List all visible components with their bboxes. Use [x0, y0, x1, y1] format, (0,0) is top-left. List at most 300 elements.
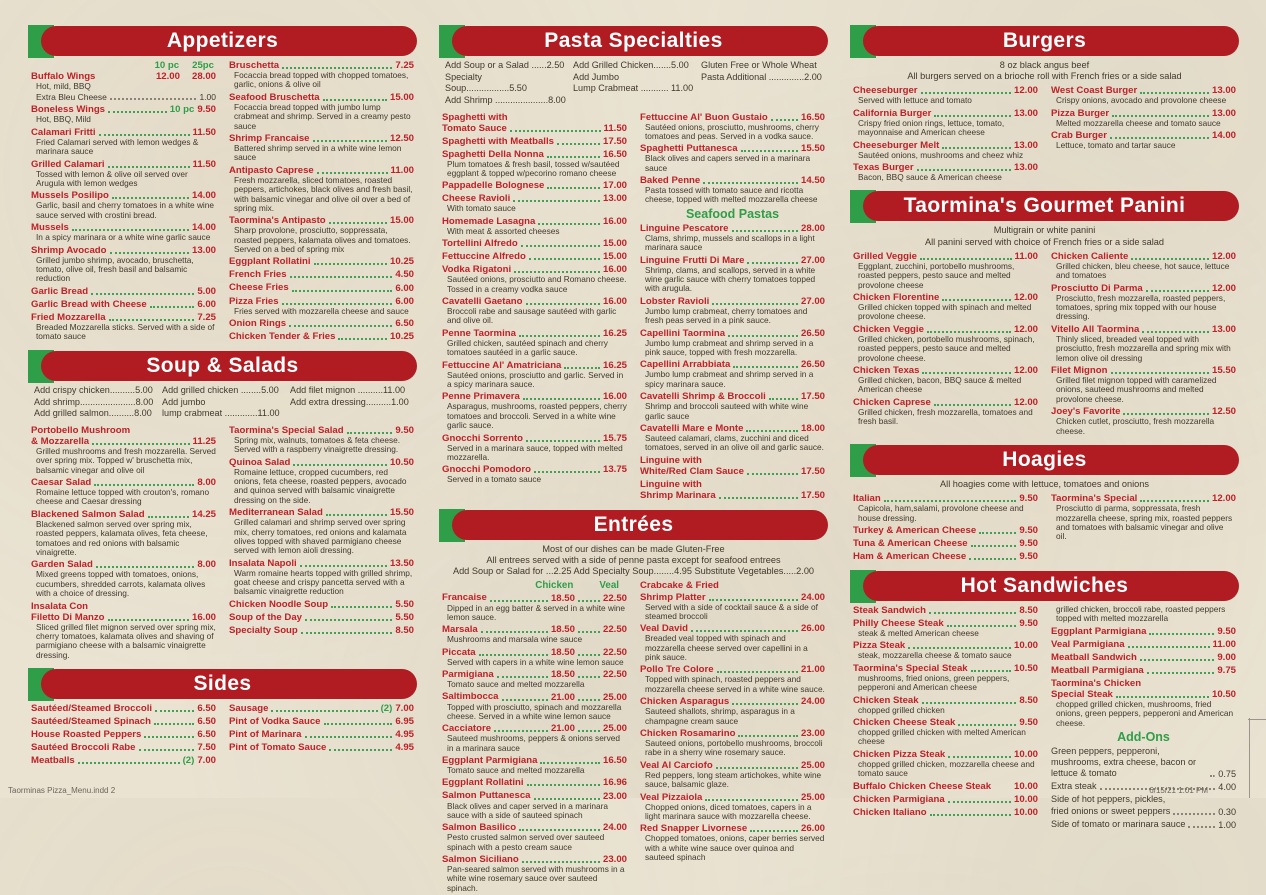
item-price: 10.25 — [389, 256, 414, 268]
item-price: 9.50 — [197, 104, 216, 116]
item-price: 16.00 — [602, 215, 627, 227]
section-title: Burgers — [1002, 29, 1087, 52]
menu-item-buffalo-chicken-cheese-steak — [853, 781, 1038, 792]
dotted-leader — [479, 654, 548, 656]
dotted-leader — [96, 566, 194, 568]
item-description: Sautéed onions, prosciutto, mushrooms, cherry tomatoes and peas. Served in a vodka sauce. — [645, 121, 819, 141]
dotted-leader — [293, 464, 387, 466]
item-row — [640, 823, 825, 834]
addon-line: Add grilled chicken ........5.00 — [162, 384, 279, 395]
menu-item-salmon-puttanesca — [442, 790, 627, 820]
menu-item-onion-rings — [229, 318, 414, 329]
quantity-label: (2) — [182, 755, 195, 767]
dotted-leader — [497, 676, 548, 678]
item-name: Italian — [853, 493, 881, 505]
item-price: 12.00 — [1211, 282, 1236, 294]
dotted-leader — [929, 612, 1016, 614]
menu-item-spaghetti-puttanesca — [640, 143, 825, 173]
menu-item-chicken-texas — [853, 365, 1038, 395]
menu-item-filet-mignon — [1051, 365, 1236, 404]
menu-item-penne-taormina — [442, 328, 627, 358]
dotted-leader — [716, 767, 798, 769]
item-column-1 — [31, 425, 216, 662]
item-name: Special Steak — [1051, 688, 1113, 700]
item-description: Served with capers in a white wine lemon sauce — [447, 656, 624, 667]
dotted-leader — [317, 172, 388, 174]
item-description: Sauteed calamari, clams, zucchini and diced tomatoes, served in an olive oil and garlic sauce. — [645, 432, 824, 453]
item-price: 12.00 — [1211, 493, 1236, 505]
item-price: 7.25 — [395, 60, 414, 72]
dotted-leader — [1111, 372, 1209, 374]
item-name: Quinoa Salad — [229, 456, 291, 468]
section-header — [850, 26, 1239, 56]
section-columns — [439, 112, 828, 503]
menu-item-prosciutto-di-parma — [1051, 283, 1236, 322]
dotted-leader — [108, 111, 167, 113]
item-name: Extra steak — [1051, 781, 1097, 792]
item-row — [442, 238, 627, 249]
item-description: Grilled mushrooms and fresh mozzarella. Served over spring mix. Topped w' bruschetta mix, balsamic vinegar and olive oil — [36, 445, 216, 475]
item-row — [640, 328, 825, 339]
item-price: 17.50 — [602, 135, 627, 147]
item-name: Pint of Marinara — [229, 729, 302, 741]
menu-item-chicken-caprese — [853, 397, 1038, 427]
item-price: 16.00 — [602, 264, 627, 276]
item-price: 6.00 — [197, 298, 216, 310]
item-description: With tomato sauce — [447, 203, 516, 214]
menu-item-parmigiana — [442, 669, 627, 689]
item-name: Buffalo Chicken Cheese Steak — [853, 780, 992, 792]
menu-item-vodka-rigatoni — [442, 264, 627, 294]
item-name: Chicken Cheese Steak — [853, 717, 956, 729]
dotted-leader — [526, 303, 600, 305]
item-price: 28.00 — [800, 222, 825, 234]
item-price: 16.25 — [602, 359, 627, 371]
item-description: Served in a marinara sauce, topped with melted mozzarella. — [447, 442, 623, 462]
menu-item-california-burger — [853, 108, 1038, 138]
item-price: 6.95 — [395, 716, 414, 728]
item-name: Capellini Arrabbiata — [640, 359, 731, 371]
menu-item-eggplant-parmigiana — [1051, 626, 1236, 637]
item-name: Veal Pizzaiola — [640, 791, 703, 803]
item-price: 23.00 — [602, 854, 627, 866]
menu-item-extra-steak — [1051, 781, 1236, 792]
menu-item-saut-ed-broccoli-rabe — [31, 742, 216, 753]
menu-item-linguine-frutti-di-mare — [640, 255, 825, 294]
section-note: All burgers served on a brioche roll with French fries or a side salad — [907, 71, 1182, 82]
item-name: White/Red Clam Sauce — [640, 465, 744, 477]
dotted-leader — [738, 735, 798, 737]
item-name: Shrimp Marinara — [640, 489, 716, 501]
dotted-leader — [1140, 92, 1209, 94]
item-description: Shrimp and broccoli sauteed with white wine garlic sauce — [645, 401, 809, 421]
item-price: 13.50 — [389, 557, 414, 569]
item-row — [640, 466, 825, 477]
item-description: Mixed greens topped with tomatoes, onions, cucumbers, shredded carrots, kalamata olives with a choice of dressing. — [36, 569, 206, 599]
menu-item-italian — [853, 493, 1038, 523]
item-description: Served in a tomato sauce — [447, 474, 542, 485]
item-row — [31, 742, 216, 753]
item-name: Soup of the Day — [229, 611, 303, 623]
section-title: Appetizers — [166, 29, 279, 52]
item-price: 9.75 — [1217, 664, 1236, 676]
item-description: Black olives and caper served in a marinara sauce with a side of sauteed spinach — [447, 800, 608, 820]
item-price: 9.50 — [1019, 618, 1038, 630]
item-name: Insalata Napoli — [229, 557, 297, 569]
menu-item-chicken-steak — [853, 695, 1038, 715]
menu-item-veal-al-carciofo — [640, 760, 825, 790]
section-taormina-s-gourmet-panini — [850, 191, 1239, 437]
item-name: Capellini Taormina — [640, 327, 726, 339]
item-row — [853, 538, 1038, 549]
item-row — [31, 299, 216, 310]
item-price: 21.00 — [550, 723, 575, 735]
item-name: Marsala — [442, 624, 478, 636]
price-column-label: Veal — [599, 580, 619, 592]
menu-item-meatball-parmigiana — [1051, 665, 1236, 676]
item-description: Spring mix, walnuts, tomatoes & feta cheese. Served with a raspberry vinaigrette dressing. — [234, 434, 401, 455]
addon-line: Specialty Soup.................5.50 — [445, 71, 527, 94]
dotted-leader — [326, 514, 387, 516]
dotted-leader — [930, 814, 1011, 816]
item-name: Red Snapper Livornese — [640, 823, 748, 835]
item-description: Battered shrimp served in a white wine lemon sauce — [234, 142, 402, 163]
item-name: Shrimp Avocado — [31, 244, 107, 256]
item-name: Cheeseburger — [853, 85, 918, 97]
item-description: Prosciutto di parma, soppressata, fresh mozzarella cheese, spring mix, roasted peppers and tomatoes with balsamic vinegar and olive oil. — [1056, 503, 1233, 542]
dotted-leader — [1131, 258, 1209, 260]
section-header — [28, 26, 417, 56]
menu-item-chicken-asparagus — [640, 696, 825, 726]
menu-item-chicken-noodle-soup — [229, 599, 414, 610]
item-price: 9.50 — [1019, 537, 1038, 549]
dotted-leader — [747, 262, 798, 264]
sub-item-name: Extra Bleu Cheese — [36, 92, 107, 103]
dotted-leader — [1173, 813, 1215, 815]
item-price: 16.50 — [800, 111, 825, 123]
item-price: 14.00 — [1211, 130, 1236, 142]
section-notes — [854, 60, 1235, 82]
item-column-1 — [31, 703, 216, 768]
item-row — [229, 703, 414, 714]
menu-item-penne-primavera — [442, 391, 627, 430]
section-title: Hot Sandwiches — [960, 574, 1129, 597]
item-row — [442, 136, 627, 147]
item-row — [31, 703, 216, 714]
item-name: Steak Sandwich — [853, 605, 927, 616]
dotted-leader — [347, 432, 393, 434]
item-description: Fries served with mozzarella cheese and sauce — [234, 305, 409, 316]
item-description: Clams, shrimp, mussels and scallops in a light marinara sauce — [645, 232, 815, 253]
menu-item-cheeseburger-melt — [853, 140, 1038, 160]
item-price: 11.50 — [603, 122, 627, 134]
price-column-header — [442, 580, 627, 591]
menu-item-eggplant-rollatini — [442, 777, 627, 788]
item-name: Crabcake & Fried — [640, 580, 719, 592]
item-price: 6.50 — [197, 729, 216, 741]
section-notes — [443, 544, 824, 578]
item-description: Hot, mild, BBQ — [36, 81, 91, 92]
item-price: 17.50 — [800, 489, 825, 501]
menu-item-taormina-s-special-steak — [853, 663, 1038, 693]
addon-column — [34, 385, 155, 420]
menu-item-boneless-wings — [31, 104, 216, 124]
dotted-leader — [526, 440, 600, 442]
section-header — [28, 669, 417, 699]
dotted-leader — [108, 619, 189, 621]
item-name: Chicken Florentine — [853, 292, 940, 304]
item-price: 21.00 — [550, 691, 575, 703]
item-name: Cavatelli Mare e Monte — [640, 422, 744, 434]
section-title: Soup & Salads — [146, 353, 299, 377]
menu-item-pint-of-tomato-sauce — [229, 742, 414, 753]
item-description: Breaded Mozzarella sticks. Served with a side of tomato sauce — [36, 321, 215, 342]
section-title: Taormina's Gourmet Panini — [903, 194, 1186, 218]
item-description: Sharp provolone, prosciutto, soppressata, roasted peppers, kalamata olives and tomatoes. Served on a bed of spring mix — [234, 225, 411, 255]
item-price: 16.50 — [602, 148, 627, 160]
section-pasta-specialties — [439, 26, 828, 503]
item-description: Blackened salmon served over spring mix, roasted peppers, kalamata olives, feta cheese, tomatoes and red onions with balsamic vinaigrette. — [36, 518, 208, 557]
item-description: Bacon, BBQ sauce & American cheese — [858, 172, 1002, 183]
item-name: Mussels — [31, 222, 69, 234]
menu-item-blackened-salmon-salad — [31, 509, 216, 558]
menu-item-cheese-ravioli — [442, 193, 627, 213]
dotted-leader — [733, 366, 798, 368]
menu-item-crabcake-fried — [640, 580, 825, 621]
addon-line: Add Soup or a Salad ......2.50 — [445, 60, 565, 70]
item-description: Sauteed mushrooms, peppers & onions served in a marinara sauce — [447, 733, 620, 753]
item-name: Taormina's Special — [1051, 493, 1138, 505]
menu-item-portobello-mushroom — [31, 425, 216, 475]
item-price: 1.00 — [1218, 819, 1236, 830]
item-name: Piccata — [442, 646, 476, 658]
dotted-leader — [578, 699, 600, 701]
section-appetizers — [28, 26, 417, 344]
item-row — [442, 123, 627, 134]
item-row — [442, 251, 627, 262]
dotted-leader — [578, 676, 600, 678]
section-soup-salads — [28, 351, 417, 662]
menu-item-meatball-sandwich — [1051, 652, 1236, 663]
item-name: Penne Taormina — [442, 327, 516, 339]
item-price: 21.00 — [800, 664, 825, 676]
item-name: Turkey & American Cheese — [853, 524, 977, 536]
item-description: Sauteed onions, portobello mushrooms, broccoli rabe in a sherry wine rosemary sauce. — [645, 738, 823, 758]
item-row — [229, 318, 414, 329]
section-header — [850, 445, 1239, 475]
section-header — [439, 510, 828, 540]
item-price: 26.00 — [800, 623, 825, 635]
sub-item-price: 1.00 — [199, 92, 216, 103]
item-price: 7.00 — [197, 755, 216, 767]
item-price-2: 25.00 — [602, 723, 627, 735]
item-name: Filet Mignon — [1051, 364, 1108, 376]
menu-item-veal-pizzaiola — [640, 792, 825, 822]
item-price: 12.00 — [1013, 365, 1038, 376]
dotted-leader — [557, 143, 600, 145]
menu-item-grilled-calamari — [31, 159, 216, 189]
item-name: Sautéed Broccoli Rabe — [31, 742, 136, 754]
section-header — [850, 191, 1239, 221]
item-description: Plum tomatoes & fresh basil, tossed w/sautéed eggplant & topped w/pecorino romano cheese — [447, 158, 620, 178]
item-name: Boneless Wings — [31, 104, 106, 116]
dotted-leader — [92, 443, 189, 445]
item-description: Focaccia bread topped with jumbo lump crabmeat and shrimp. Served in a creamy pesto sauce — [234, 101, 411, 131]
item-description: Chicken cutlet, prosciutto, fresh mozzarella cheese. — [1056, 416, 1215, 436]
item-row — [31, 729, 216, 740]
dotted-leader — [691, 630, 798, 632]
item-name: Pappadelle Bolognese — [442, 180, 545, 192]
item-name: Homemade Lasagna — [442, 215, 536, 227]
item-name: Blackened Salmon Salad — [31, 508, 145, 520]
dotted-leader — [301, 632, 393, 634]
menu-item-chicken-florentine — [853, 292, 1038, 322]
menu-item-bruschetta — [229, 60, 414, 90]
item-description: Tomato sauce and melted mozzarella — [447, 679, 585, 690]
item-price-2: 22.50 — [602, 624, 627, 636]
dotted-leader — [534, 471, 600, 473]
addon-line: Add shrimp......................8.00 — [34, 396, 154, 407]
item-name: Side of tomato or marinara sauce — [1051, 818, 1186, 829]
item-description: Grilled calamari and shrimp served over spring mix, cherry tomatoes, red onions and kalamata olives topped with shaved parmigiano cheese served with lemon aioli dressing. — [234, 517, 407, 556]
menu-item-french-fries — [229, 269, 414, 280]
menu-item-saut-ed-steamed-spinach — [31, 716, 216, 727]
item-price-2: 28.00 — [191, 71, 216, 83]
item-price: 13.00 — [1211, 107, 1236, 119]
item-name: Spaghetti Della Nonna — [442, 148, 544, 160]
item-row — [640, 792, 825, 803]
item-price: 12.00 — [1013, 323, 1038, 335]
item-name: Tomato Sauce — [442, 122, 507, 134]
dotted-leader — [747, 473, 798, 475]
dotted-leader — [1116, 696, 1209, 698]
item-price: 15.00 — [389, 91, 414, 103]
dotted-leader — [1142, 331, 1209, 333]
item-description: Grilled filet mignon topped with caramelized onions, sauteed mushrooms and melted provolone cheese. — [1056, 375, 1217, 404]
item-column-1 — [442, 112, 627, 503]
item-name: Sausage — [229, 703, 269, 715]
item-price: 13.00 — [1013, 139, 1038, 151]
item-name: Linguine with — [640, 478, 702, 490]
section-note: All panini served with choice of French fries or a side salad — [925, 236, 1164, 247]
menu-item-specialty-soup — [229, 625, 414, 636]
item-name: Meatball Sandwich — [1051, 651, 1137, 663]
menu-item-saut-ed-steamed-broccoli — [31, 703, 216, 714]
menu-item-fettuccine-al-amatriciana — [442, 360, 627, 390]
item-price: 6.50 — [395, 317, 414, 329]
item-row — [442, 854, 627, 865]
item-name: Baked Penne — [640, 175, 701, 187]
dotted-leader — [969, 558, 1016, 560]
menu-item-salmon-basilico — [442, 822, 627, 852]
item-name: Chicken Tender & Fries — [229, 330, 336, 342]
item-row — [229, 625, 414, 636]
item-name: Cacciatore — [442, 723, 492, 735]
item-price: 17.00 — [602, 180, 627, 192]
menu-item-pollo-tre-colore — [640, 664, 825, 694]
dotted-leader — [148, 516, 189, 518]
item-row — [1051, 746, 1236, 779]
item-column-2 — [640, 580, 825, 895]
item-row — [1051, 665, 1236, 676]
dotted-leader — [732, 703, 798, 705]
menu-item-texas-burger — [853, 162, 1038, 182]
item-price: 11.00 — [1014, 250, 1038, 262]
dotted-leader — [927, 331, 1011, 333]
item-description: Chopped tomatoes, onions, caper berries served with a white wine sauce over quinoa and sauteed spinach — [645, 833, 825, 863]
item-price: 10.25 — [389, 330, 414, 342]
menu-item-shrimp-avocado — [31, 245, 216, 284]
price-prefix: 10 pc — [169, 104, 195, 116]
item-description: Served with lettuce and tomato — [858, 95, 972, 106]
item-name: Chicken Pizza Steak — [853, 748, 946, 760]
menu-item-cacciatore — [442, 723, 627, 753]
item-row — [31, 245, 216, 256]
dotted-leader — [139, 749, 195, 751]
item-description: Jumbo lump crabmeat and shrimp served in a spicy marinara sauce. — [645, 369, 814, 389]
item-price-2: 25.00 — [602, 691, 627, 703]
item-name: Sautéed/Steamed Broccoli — [31, 703, 153, 715]
item-column-2 — [640, 112, 825, 503]
crop-mark-horizontal — [1248, 719, 1266, 720]
item-price: 11.50 — [192, 126, 216, 138]
item-name: Portobello Mushroom — [31, 424, 131, 436]
menu-item-spaghetti-with-meatballs — [442, 136, 627, 147]
item-row — [442, 790, 627, 801]
item-row — [853, 695, 1038, 706]
menu-item-side-of-tomato-or-marinara-sauce — [1051, 819, 1236, 830]
item-price-2: 22.50 — [602, 646, 627, 658]
item-name: Pizza Fries — [229, 295, 279, 307]
item-row — [853, 525, 1038, 536]
dotted-leader — [920, 258, 1012, 260]
dotted-leader — [91, 293, 194, 295]
menu-item-lobster-ravioli — [640, 296, 825, 326]
menu-item-tuna-american-cheese — [853, 538, 1038, 549]
dotted-leader — [1140, 500, 1209, 502]
dotted-leader — [314, 263, 387, 265]
print-timestamp: 6/15/21 1:01 PM — [1149, 786, 1208, 795]
subsection-heading: Add-Ons — [1117, 730, 1170, 745]
item-price: 15.00 — [602, 238, 627, 250]
addon-line: Lump Crabmeat ........... 11.00 — [573, 83, 694, 94]
item-price: 4.50 — [395, 269, 414, 281]
dotted-leader — [329, 749, 392, 751]
item-price: 8.50 — [1019, 694, 1038, 706]
item-row — [229, 742, 414, 753]
item-name: Vodka Rigatoni — [442, 264, 512, 276]
item-description: Sautéed onions, mushrooms and cheez whiz — [858, 149, 1024, 160]
item-price: 5.00 — [197, 285, 216, 297]
item-column-1 — [31, 60, 216, 344]
item-price: 6.00 — [395, 282, 414, 294]
dotted-leader — [513, 200, 600, 202]
section-notes — [854, 225, 1235, 247]
item-price: 27.00 — [800, 254, 825, 266]
dotted-leader — [331, 606, 392, 608]
dotted-leader — [728, 335, 798, 337]
dotted-leader — [564, 367, 600, 369]
section-columns — [28, 425, 417, 662]
addon-line: Pasta Additional ..............2.00 — [701, 71, 822, 82]
dotted-leader — [971, 670, 1011, 672]
item-name: Philly Cheese Steak — [853, 618, 944, 630]
item-price: 12.00 — [1211, 250, 1236, 262]
item-price: 9.50 — [1019, 551, 1038, 562]
item-description: Melted mozzarella cheese and tomato sauce — [1056, 117, 1221, 128]
menu-item-steak-sandwich — [853, 605, 1038, 616]
dotted-leader — [921, 92, 1011, 94]
